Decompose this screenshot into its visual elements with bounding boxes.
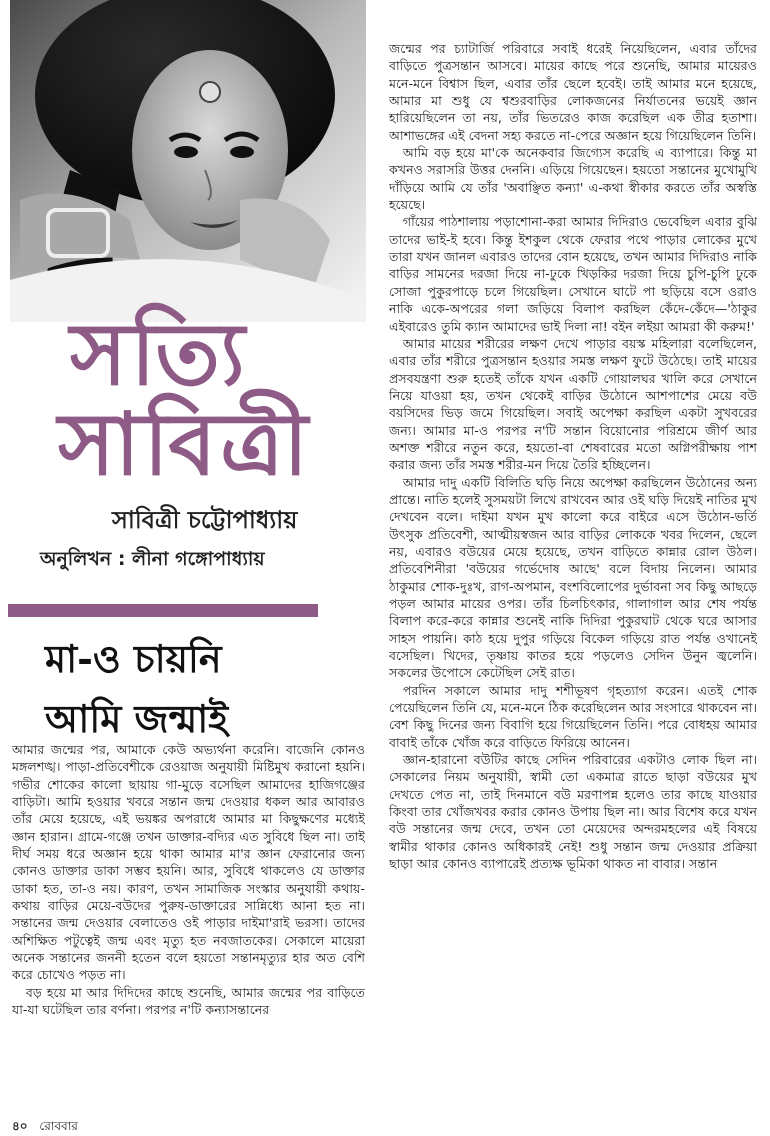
paragraph: জ্ঞান-হারানো বউটির কাছে সেদিন পরিবারের একটাও লোক ছিল না। সেকালের নিয়ম অনুযায়ী, স্বামী তো একমাত্র রাতে ছাড়া বউয়ের মুখ দেখতে পেত না, তাই দিনমানে বউ মরণাপন্ন হলেও তার কাছে যাওয়ার কিংবা তার খোঁজখবর করার কোনও উপায় ছিল না। আর বিশেষ করে যখন বউ সন্তানের জন্ম দেবে, তখন তো মেয়েদের অন্দরমহলের এই বিষয়ে স্বামীর থাকার কোনও অধিকারই নেই! শুধু সন্তান জন্ম দেওয়ার প্রক্রিয়া ছাড়া আর কোনও ব্যাপারেই প্রত্যক্ষ ভূমিকা থাকত না বাবার। সন্তান (389, 752, 757, 872)
transcribed-by: অনুলিখন : লীনা গঙ্গোপাধ্যায় (40, 548, 265, 570)
page-number: ৪০ (12, 1119, 28, 1133)
title-line-2: সাবিত্রী (58, 394, 313, 495)
publication-name: রোববার (39, 1119, 78, 1133)
subtitle-line-1: মা-ও চায়নি (45, 636, 222, 681)
paragraph: আমার দাদু একটি বিলিতি ঘড়ি নিয়ে অপেক্ষা করছিলেন উঠোনের অন্য প্রান্তে। নাতি হলেই সুসময়টা লিখে রাখবেন আর ওই ঘড়ি দিয়েই নাতির মুখ দেখবেন বলে। দাইমা যখন মুখ কালো করে বাইরে এসে উঠোন-ভর্তি উৎসুক প্রতিবেশী, আত্মীয়স্বজন আর বাড়ির লোককে খবর দিলেন, ছেলে নয়, এবারও বউয়ের মেয়ে হয়েছে, তখন বাড়িতে কান্নার রোল উঠল। প্রতিবেশিনীরা 'বউয়ের গর্ভেদোষ আছে' বলে বিদায় নিলেন। আমার ঠাকুমার শোক-দুঃখ, রাগ-অপমান, বংশবিলোপের দুর্ভাবনা সব কিছু আছড়ে পড়ল আমার মায়ের ওপর। তাঁর চিলচিৎকার, গালাগাল আর শেষ পর্যন্ত বিলাপ করে-করে কান্নার শুনেই নাকি দিদিরা পুকুরঘাট থেকে ঘরে আসার সাহস পায়নি। কাঠ হয়ে দুপুর গড়িয়ে বিকেল গড়িয়ে রাত পর্যন্ত ওখানেই বসেছিল। খিদের, তৃষ্ণায় কাতর হয়ে পড়লেও সেদিন উনুন জ্বলেনি। সকলের উপোসে কেটেছিল সেই রাত। (389, 474, 757, 681)
right-text-column (389, 40, 757, 1115)
title-line-1: সত্যি (70, 304, 249, 405)
paragraph: আমার জন্মের পর, আমাকে কেউ অভ্যর্থনা করেনি। বাজেনি কোনও মঙ্গলশঙ্খ। পাড়া-প্রতিবেশীকে রেওয়াজ অনুযায়ী মিষ্টিমুখ করানো হয়নি। গভীর শোকের কালো ছায়ায় গা-মুড়ে বসেছিল আমাদের হাজিগঞ্জের বাড়িটা। আমি হওয়ার খবরে সন্তান জন্ম দেওয়ার ধকল আর আবারও তাঁর মেয়ে হয়েছে, এই ভয়ঙ্কর অপরাধে আমার মা কিছুক্ষণের মধ্যেই জ্ঞান হারান। গ্রামে-গঞ্জে তখন ডাক্তার-বদ্যির এত সুবিধে ছিল না। তাই দীর্ঘ সময় ধরে অজ্ঞান হয়ে থাকা আমার মা'র জ্ঞান ফেরানোর জন্য কোনও ডাক্তার ডাকা সম্ভব হয়নি। আর, সুবিধে থাকলেও যে ডাক্তার ডাকা হত, তা-ও নয়। কারণ, তখন সামাজিক সংস্কার অনুযায়ী কথায়-কথায় বাড়ির মেয়ে-বউদের পুরুষ-ডাক্তারের সান্নিধ্যে আনা হত না। সন্তানের জন্ম দেওয়ার বেলাতেও ওই পাড়ার দাইমা'রাই ভরসা। তাদের অশিক্ষিত পটুত্বেই জন্ম এবং মৃত্যু হত নবজাতকের। সেকালে মায়েরা অনেক সন্তানের জননী হতেন বলে হয়তো সন্তানমৃত্যুর হার অত বেশি করে চোখেও পড়ত না। (12, 742, 365, 983)
left-text-column (12, 741, 365, 1117)
paragraph: আমার মায়ের শরীরের লক্ষণ দেখে পাড়ার বয়স্ক মহিলারা বলেছিলেন, এবার তাঁর শরীরে পুত্রসন্তান হওয়ার সমস্ত লক্ষণ ফুটে উঠেছে। তাই মায়ের প্রসবযন্ত্রণা শুরু হতেই তাঁকে যখন একটি গোয়ালঘর খালি করে সেখানে নিয়ে যাওয়া হয়, তখন থেকেই বাড়ির উঠোনে আশপাশের মেয়ে বউ বয়সিদের ভিড় জমে গিয়েছিল। সবাই অপেক্ষা করছিল একটা সুখবরের জন্য। আমার মা-ও পরপর ন'টি সন্তান বিয়োনোর পরিশ্রমে জীর্ণ আর অশক্ত শরীরে নতুন করে, হয়তো-বা শেষবারের মতো অগ্নিপরীক্ষায় পাশ করার জন্য তাঁর সমস্ত শরীর-মন দিয়ে তৈরি হচ্ছিলেন। (389, 335, 757, 473)
paragraph: জন্মের পর চ্যাটার্জি পরিবারে সবাই ধরেই নিয়েছিলেন, এবার তাঁদের বাড়িতে পুত্রসন্তান আসবে। মায়ের কাছে পরে শুনেছি, আমার মায়েরও মনে-মনে বিশ্বাস ছিল, এবার তাঁর ছেলে হবেই। তাই আমার মনে হয়েছে, আমার মা শুধু যে শ্বশুরবাড়ির লোকজনের নির্যাতনের ভয়েই জ্ঞান হারিয়েছিলেন তা নয়, তাঁর ভিতরেও কাজ করেছিল এক তীব্র হতাশা। আশাভঙ্গের এই বেদনা সহ্য করতে না-পেরে অজ্ঞান হয়ে গিয়েছিলেন তিনি। (389, 41, 757, 143)
portrait-photo (10, 0, 366, 322)
portrait-illustration (10, 0, 366, 322)
accent-bar (8, 604, 318, 617)
page-footer (12, 1118, 78, 1136)
paragraph: আমি বড় হয়ে মা'কে অনেকবার জিগ্যেস করেছি এ ব্যাপারে। কিন্তু মা কখনও সরাসরি উত্তর দেননি। এড়িয়ে গিয়েছেন। হয়তো সন্তানের মুখোমুখি দাঁড়িয়ে আমি যে তাঁর 'অবাঞ্ছিত কন্যা' এ-কথা স্বীকার করতে তাঁর অস্বস্তি হয়েছে। (389, 145, 757, 213)
paragraph: পরদিন সকালে আমার দাদু শশীভূষণ গৃহত্যাগ করেন। এতই শোক পেয়েছিলেন তিনি যে, মনে-মনে ঠিক করেছিলেন আর সংসারে থাকবেন না। বেশ কিছু দিনের জন্য বিবাগি হয়ে গিয়েছিলেন তিনি। পরে বোধহয় আমার বাবাই তাঁকে খোঁজ করে বাড়িতে ফিরিয়ে আনেন। (389, 682, 757, 750)
paragraph: গাঁয়ের পাঠশালায় পড়াশোনা-করা আমার দিদিরাও ভেবেছিল এবার বুঝি তাদের ভাই-ই হবে। কিন্তু ইশকুল থেকে ফেরার পথে পাড়ার লোকের মুখে তারা যখন জানল এবারও তাদের বোন হয়েছে, তখন আমার দিদিরাও নাকি বাড়ির সামনের দরজা দিয়ে না-ঢুকে খিড়কির দরজা দিয়ে চুপি-চুপি ঢুকে সোজা পুকুরপাড়ে চলে গিয়েছিল। সেখানে ঘাটে পা ছড়িয়ে বসে ওরাও নাকি একে-অপরের গলা জড়িয়ে বিলাপ করছিল কেঁদে-কেঁদে—'ঠাকুর এইবারেও তুমি ক্যান আমাদের ভাই দিলা না! বইন লইয়া আমরা কী করুম!' (389, 214, 757, 334)
paragraph: বড় হয়ে মা আর দিদিদের কাছে শুনেছি, আমার জন্মের পর বাড়িতে যা-যা ঘটেছিল তার বর্ণনা। পরপর ন'টি কন্যাসন্তানের (12, 984, 365, 1018)
subtitle-line-2: আমি জন্মাই (45, 696, 229, 741)
author-name: সাবিত্রী চট্টোপাধ্যায় (112, 506, 298, 534)
